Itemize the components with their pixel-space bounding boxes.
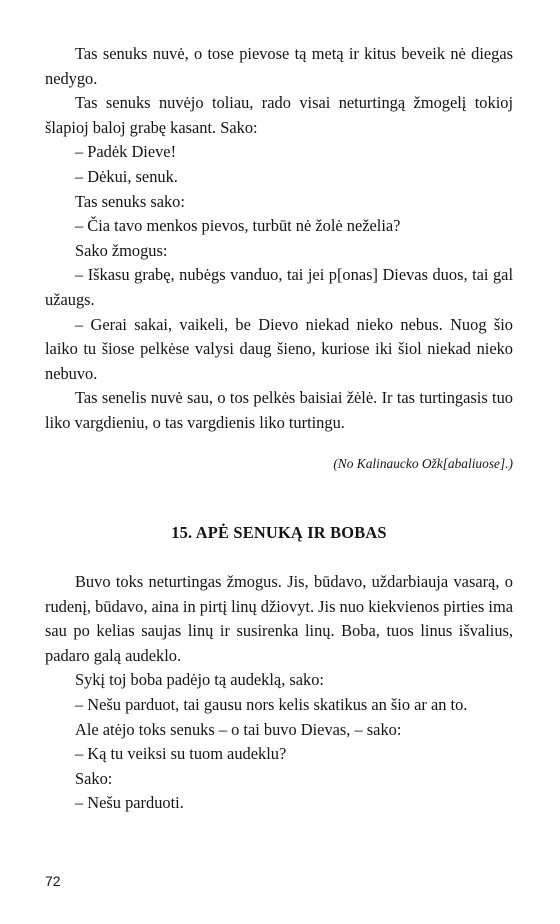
paragraph: Tas senuks nuvėjo toliau, rado visai neturtingą žmogelį tokioj šlapioj baloj grabę kasant. Sako:	[45, 93, 513, 137]
paragraph: Ale atėjo toks senuks – o tai buvo Dievas, – sako:	[75, 719, 402, 739]
dialogue-line: – Čia tavo menkos pievos, turbūt nė žolė neželia?	[75, 216, 401, 236]
dialogue-line: – Nešu parduot, tai gausu nors kelis skatikus an šio ar an to.	[75, 695, 468, 715]
paragraph: Buvo toks neturtingas žmogus. Jis, būdavo, uždarbiauja vasarą, o rudenį, būdavo, aina in pirtį linų džiovyt. Jis nuo kiekvienos pirties ima sau po kelias saujas linų ir susirenka linų. Boba, tuos linus išvalius, padaro galą audeklo.	[45, 572, 513, 665]
dialogue-line: – Padėk Dieve!	[75, 142, 177, 162]
dialogue-line: – Dėkui, senuk.	[75, 166, 178, 186]
paragraph: Sako:	[75, 768, 113, 788]
source-note: (No Kalinaucko Ožk[abaliuose].)	[333, 455, 513, 471]
dialogue-line: – Iškasu grabę, nubėgs vanduo, tai jei p[onas] Dievas duos, tai gal užaugs.	[45, 265, 513, 309]
section-title: 15. APĖ SENUKĄ IR BOBAS	[171, 522, 387, 542]
paragraph: Tas senuks nuvė, o tose pievose tą metą ir kitus beveik nė diegas nedygo.	[45, 44, 513, 88]
paragraph: Tas senuks sako:	[75, 191, 185, 211]
paragraph: Tas senelis nuvė sau, o tos pelkės baisiai žėlė. Ir tas turtingasis tuo liko vargdieniu, o tas vargdienis liko turtingu.	[45, 388, 513, 432]
page-number: 72	[45, 873, 61, 889]
paragraph: Sykį toj boba padėjo tą audeklą, sako:	[75, 670, 324, 690]
story-section	[45, 570, 513, 816]
dialogue-line: – Gerai sakai, vaikeli, be Dievo niekad nieko nebus. Nuog šio laiko tu šiose pelkėse valysi daug šieno, kuriose iki šiol niekad nieko nebuvo.	[45, 314, 513, 383]
paragraph: Sako žmogus:	[75, 240, 168, 260]
dialogue-line: – Nešu parduoti.	[75, 793, 184, 813]
dialogue-line: – Ką tu veiksi su tuom audeklu?	[75, 744, 287, 764]
story-ending	[45, 42, 513, 474]
page-body	[45, 42, 513, 816]
